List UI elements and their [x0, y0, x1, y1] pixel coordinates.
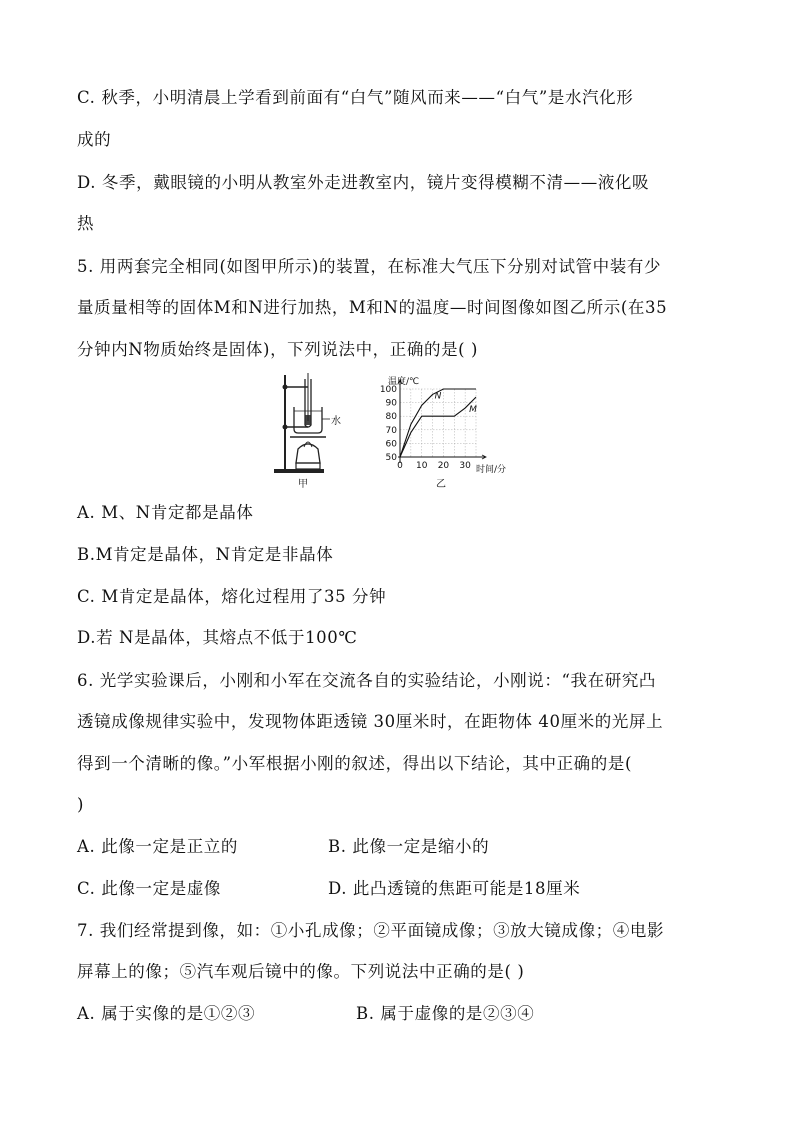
heating-apparatus-diagram — [268, 371, 348, 489]
option-d-q4-line1: D. 冬季，戴眼镜的小明从教室外走进教室内，镜片变得模糊不清——液化吸 — [77, 173, 650, 192]
series-label-n: N — [434, 391, 442, 402]
series-line-m — [400, 397, 476, 457]
question-5-line2: 量质量相等的固体M和N进行加热，M和N的温度—时间图像如图乙所示(在35 — [77, 298, 668, 317]
question-6-line3: 得到一个清晰的像。”小军根据小刚的叙述，得出以下结论，其中正确的是( — [77, 754, 633, 773]
chart-ylabel: 温度/℃ — [388, 377, 420, 387]
x-tick-label: 20 — [437, 461, 450, 471]
y-tick-label: 80 — [385, 412, 397, 423]
question-7-option-b: B. 属于虚像的是②③④ — [356, 1004, 535, 1023]
question-7-line1: 7. 我们经常提到像，如：①小孔成像；②平面镜成像；③放大镜成像；④电影 — [77, 921, 665, 940]
water-label: 水 — [331, 416, 341, 427]
x-tick-label: 10 — [415, 461, 428, 471]
question-6-option-b: B. 此像一定是缩小的 — [328, 837, 490, 856]
question-5-line1: 5. 用两套完全相同(如图甲所示)的装置，在标准大气压下分别对试管中装有少 — [77, 257, 662, 276]
option-d-q4-line2: 热 — [77, 214, 95, 233]
question-5-figure — [268, 371, 520, 489]
y-tick-label: 100 — [379, 385, 397, 395]
series-label-m: M — [469, 405, 477, 416]
temperature-time-chart — [376, 371, 516, 489]
y-tick-label: 60 — [385, 439, 397, 450]
question-6-line2: 透镜成像规律实验中，发现物体距透镜 30厘米时，在距物体 40厘米的光屏上 — [77, 712, 664, 731]
question-5-line3: 分钟内N物质始终是固体)，下列说法中，正确的是( ) — [77, 340, 479, 359]
question-7-line2: 屏幕上的像；⑤汽车观后镜中的像。下列说法中正确的是( ) — [77, 962, 525, 981]
chart-xlabel: 时间/分 — [476, 465, 507, 475]
question-6-line4: ) — [77, 795, 85, 814]
y-tick-label: 70 — [385, 425, 397, 436]
figure-jia-label: 甲 — [298, 479, 308, 490]
x-tick-label: 30 — [459, 461, 471, 471]
question-5-option-b: B.M肯定是晶体，N肯定是非晶体 — [77, 545, 334, 564]
option-c-q4-line1: C. 秋季，小明清晨上学看到前面有“白气”随风而来——“白气”是水汽化形 — [77, 88, 634, 107]
question-6-option-c: C. 此像一定是虚像 — [77, 879, 222, 898]
option-c-q4-line2: 成的 — [77, 130, 112, 149]
x-tick-label: 0 — [397, 461, 403, 471]
question-5-option-a: A. M、N肯定都是晶体 — [77, 503, 254, 522]
y-tick-label: 50 — [385, 453, 397, 463]
question-5-option-d: D.若 N是晶体，其熔点不低于100℃ — [77, 628, 358, 647]
question-6-line1: 6. 光学实验课后，小刚和小军在交流各自的实验结论，小刚说：“我在研究凸 — [77, 671, 657, 690]
figure-yi-label: 乙 — [436, 479, 446, 490]
question-6-option-a: A. 此像一定是正立的 — [77, 837, 239, 856]
question-5-option-c: C. M肯定是晶体，熔化过程用了35 分钟 — [77, 587, 387, 606]
question-6-option-d: D. 此凸透镜的焦距可能是18厘米 — [328, 879, 581, 898]
y-tick-label: 90 — [385, 398, 397, 409]
question-7-option-a: A. 属于实像的是①②③ — [77, 1004, 256, 1023]
